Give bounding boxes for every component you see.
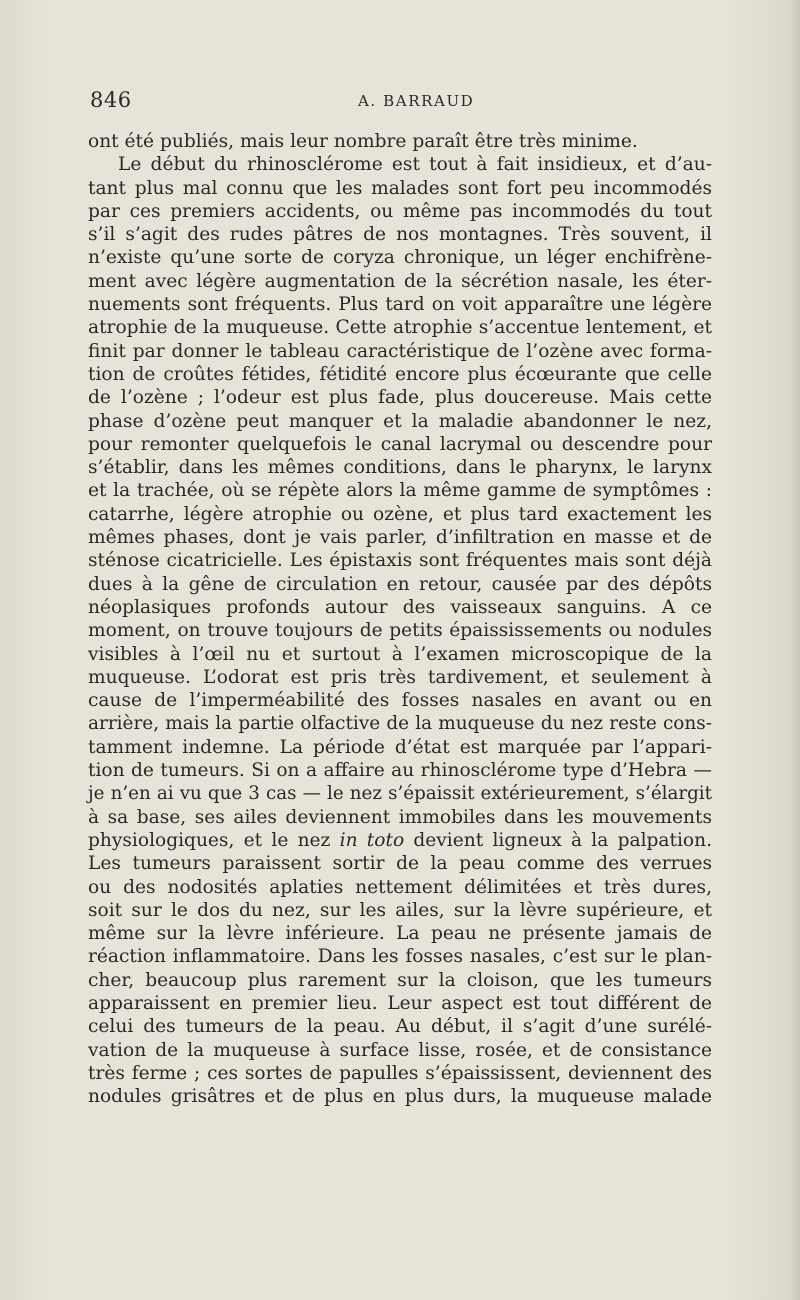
- text-line: de l’ozène ; l’odeur est plus fade, plus doucereuse. Mais cette: [88, 387, 712, 409]
- text-line: Le début du rhinosclérome est tout à fait insidieux, et d’au-: [118, 154, 712, 176]
- body-text: [88, 130, 712, 1108]
- text-line: nuements sont fréquents. Plus tard on voit apparaître une légère: [88, 294, 712, 316]
- page-header: [90, 88, 712, 114]
- text-line: finit par donner le tableau caractéristique de l’ozène avec forma-: [88, 340, 712, 362]
- text-line: tion de tumeurs. Si on a affaire au rhinosclérome type d’Hebra —: [88, 760, 712, 782]
- text-line: cause de l’imperméabilité des fosses nasales en avant ou en: [88, 690, 712, 712]
- page-number: 846: [90, 88, 132, 112]
- text-line: s’établir, dans les mêmes conditions, dans le pharynx, le larynx: [88, 457, 712, 479]
- text-line: je n’en ai vu que 3 cas — le nez s’épaissit extérieurement, s’élargit: [88, 783, 712, 805]
- text-line: ment avec légère augmentation de la sécrétion nasale, les éter-: [88, 270, 712, 292]
- text-line: catarrhe, légère atrophie ou ozène, et plus tard exactement les: [88, 503, 712, 525]
- text-line: cher, beaucoup plus rarement sur la cloison, que les tumeurs: [88, 969, 712, 991]
- text-line: physiologiques, et le nez in toto devient ligneux à la palpation.: [88, 829, 713, 851]
- text-line: moment, on trouve toujours de petits épaississements ou nodules: [88, 620, 712, 642]
- text-line: à sa base, ses ailes deviennent immobiles dans les mouvements: [88, 806, 712, 828]
- text-line: très ferme ; ces sortes de papulles s’épaississent, deviennent des: [88, 1062, 712, 1084]
- text-line: néoplasiques profonds autour des vaisseaux sanguins. A ce: [88, 596, 712, 618]
- text-line: nodules grisâtres et de plus en plus durs, la muqueuse malade: [88, 1086, 712, 1108]
- text-line: mêmes phases, dont je vais parler, d’infiltration en masse et de: [88, 527, 712, 549]
- text-line: muqueuse. L’odorat est pris très tardivement, et seulement à: [88, 666, 712, 688]
- text-line: pour remonter quelquefois le canal lacrymal ou descendre pour: [88, 433, 712, 455]
- text-line: ou des nodosités aplaties nettement délimitées et très dures,: [88, 876, 712, 898]
- text-line: apparaissent en premier lieu. Leur aspect est tout différent de: [88, 992, 712, 1014]
- text-line: s’il s’agit des rudes pâtres de nos montagnes. Très souvent, il: [88, 224, 712, 246]
- text-line: visibles à l’œil nu et surtout à l’examen microscopique de la: [88, 643, 712, 665]
- text-line: dues à la gêne de circulation en retour, causée par des dépôts: [88, 573, 712, 595]
- text-line: phase d’ozène peut manquer et la maladie abandonner le nez,: [88, 410, 712, 432]
- running-head: A. BARRAUD: [358, 92, 475, 110]
- text-line: vation de la muqueuse à surface lisse, rosée, et de consistance: [88, 1039, 712, 1061]
- text-line: même sur la lèvre inférieure. La peau ne présente jamais de: [88, 923, 712, 945]
- text-line: par ces premiers accidents, ou même pas incommodés du tout: [88, 200, 712, 222]
- text-line: ont été publiés, mais leur nombre paraît être très minime.: [88, 131, 638, 152]
- text-line: Les tumeurs paraissent sortir de la peau comme des verrues: [88, 853, 712, 875]
- text-line: tant plus mal connu que les malades sont fort peu incommodés: [88, 177, 712, 199]
- text-line: atrophie de la muqueuse. Cette atrophie s’accentue lentement, et: [88, 317, 712, 339]
- text-line: réaction inflammatoire. Dans les fosses nasales, c’est sur le plan-: [88, 946, 712, 968]
- text-line: n’existe qu’une sorte de coryza chronique, un léger enchifrène-: [88, 247, 712, 269]
- page-edge-shadow: [790, 0, 800, 1300]
- text-line: soit sur le dos du nez, sur les ailes, sur la lèvre supérieure, et: [88, 899, 712, 921]
- text-line: celui des tumeurs de la peau. Au début, il s’agit d’une surélé-: [88, 1016, 712, 1038]
- text-line: tion de croûtes fétides, fétidité encore plus écœurante que celle: [88, 363, 712, 385]
- text-line: et la trachée, où se répète alors la même gamme de symptômes :: [88, 480, 712, 502]
- text-line: tamment indemne. La période d’état est marquée par l’appari-: [88, 736, 712, 758]
- text-line: sténose cicatricielle. Les épistaxis sont fréquentes mais sont déjà: [88, 550, 712, 572]
- text-line: arrière, mais la partie olfactive de la muqueuse du nez reste cons-: [88, 713, 712, 735]
